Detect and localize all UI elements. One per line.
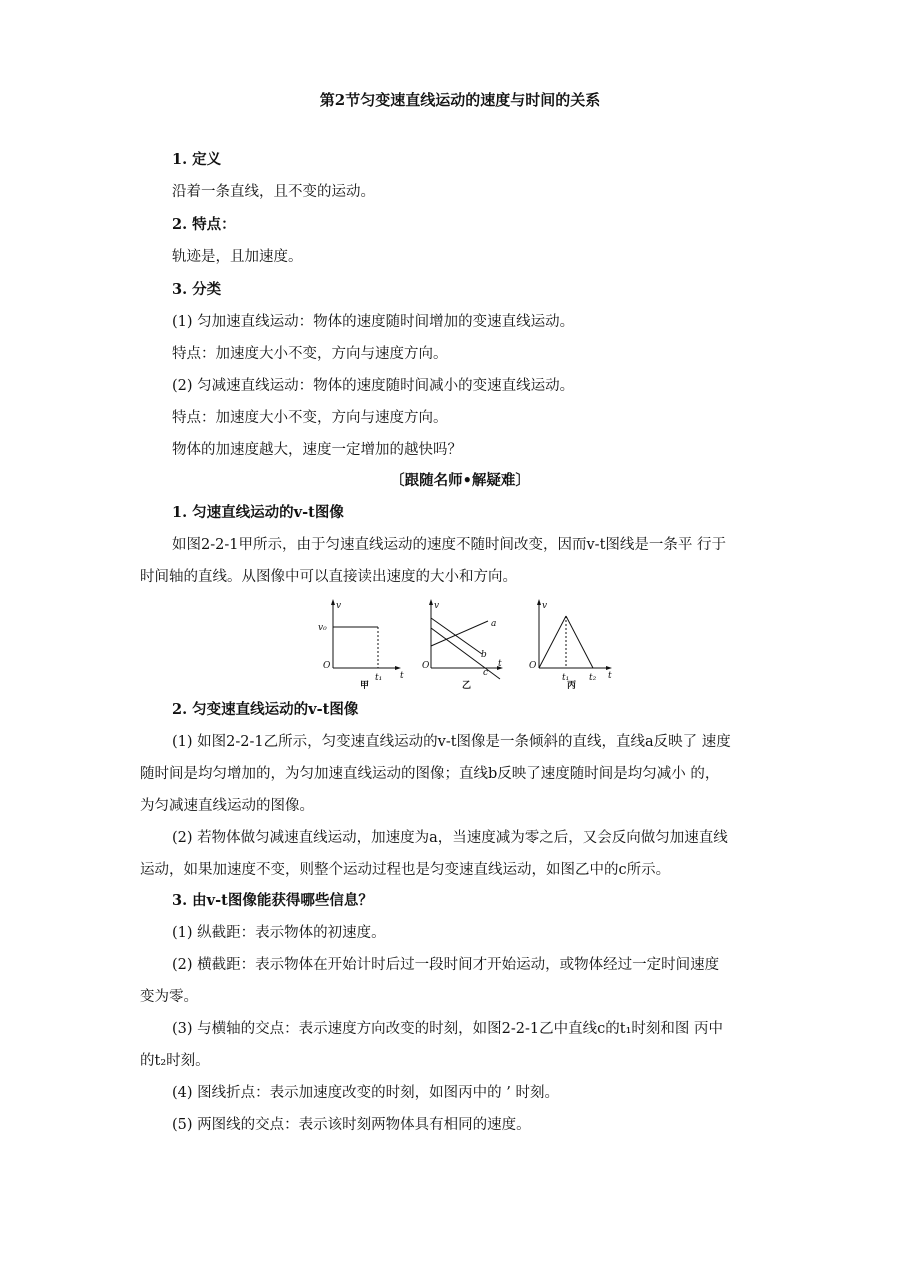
g1-t-arrow (395, 666, 401, 670)
question-text: 物体的加速度越大，速度一定增加的越快吗？ (172, 442, 462, 458)
g2-t-label: t (498, 659, 502, 669)
g2-b-label: b (481, 650, 487, 660)
features-text: 轨迹是，且加速度。 (172, 249, 303, 265)
class-item-1-feature: 特点：加速度大小不变，方向与速度方向。 (172, 346, 448, 362)
heading-uniform-vt: 1. 匀速直线运动的v-t图像 (172, 504, 344, 521)
variable-vt-p1-line1: (1) 如图2-2-1乙所示，匀变速直线运动的v-t图像是一条倾斜的直线，直线a反映了 速度 (172, 734, 731, 750)
vt-info-item-3-line2: 的t₂时刻。 (140, 1053, 210, 1069)
figure-2-2-1 (310, 596, 620, 692)
g3-t2-label: t₂ (589, 673, 597, 683)
g1-v0-label: v₀ (318, 623, 327, 633)
heading-features: 2. 特点： (172, 216, 236, 233)
variable-vt-p1-line3: 为匀减速直线运动的图像。 (140, 798, 314, 814)
g1-v-arrow (331, 599, 335, 605)
g1-t1-label: t₁ (375, 673, 383, 683)
heading-variable-vt: 2. 匀变速直线运动的v-t图像 (172, 701, 359, 718)
section-label: 〔跟随名师•解疑难〕 (390, 472, 530, 489)
g2-line-a (431, 621, 488, 646)
uniform-vt-line-1: 如图2-2-1甲所示，由于匀速直线运动的速度不随时间改变，因而v-t图线是一条平 行于 (172, 537, 726, 553)
variable-vt-p1-line2: 随时间是均匀增加的，为匀加速直线运动的图像；直线b反映了速度随时间是均匀减小 的， (140, 766, 720, 782)
heading-classification: 3. 分类 (172, 281, 222, 298)
g2-line-c (431, 628, 500, 679)
class-item-2: (2) 匀减速直线运动：物体的速度随时间减小的变速直线运动。 (172, 378, 575, 394)
heading-vt-info: 3. 由v-t图像能获得哪些信息？ (172, 892, 373, 909)
g3-caption: 丙 (567, 681, 577, 691)
g3-t1-label: t₁ (562, 673, 570, 683)
variable-vt-p2-line1: (2) 若物体做匀减速直线运动，加速度为a，当速度减为零之后，又会反向做匀加速直线 (172, 830, 728, 846)
g2-v-label: v (434, 601, 440, 611)
class-item-1: (1) 匀加速直线运动：物体的速度随时间增加的变速直线运动。 (172, 314, 575, 330)
g1-origin-label: O (323, 661, 331, 671)
g1-caption: 甲 (360, 681, 370, 691)
variable-vt-p2-line2: 运动，如果加速度不变，则整个运动过程也是匀变速直线运动，如图乙中的c所示。 (140, 862, 671, 878)
g3-fall (566, 616, 593, 668)
g2-caption: 乙 (462, 681, 472, 691)
g1-v-label: v (336, 601, 342, 611)
g3-v-label: v (542, 601, 548, 611)
g1-t-label: t (400, 671, 404, 681)
g3-origin-label: O (529, 661, 537, 671)
g2-line-b (431, 618, 482, 654)
uniform-vt-line-2: 时间轴的直线。从图像中可以直接读出速度的大小和方向。 (140, 569, 517, 585)
definition-text: 沿着一条直线，且不变的运动。 (172, 184, 375, 200)
vt-info-item-2-line2: 变为零。 (140, 989, 198, 1005)
g2-c-label: c (483, 668, 489, 678)
g3-rise (539, 616, 566, 668)
g2-origin-label: O (422, 661, 430, 671)
vt-info-item-2-line1: (2) 横截距：表示物体在开始计时后过一段时间才开始运动，或物体经过一定时间速度 (172, 957, 720, 973)
g3-v-arrow (537, 599, 541, 605)
heading-definition: 1. 定义 (172, 151, 222, 168)
vt-info-item-4: (4) 图线折点：表示加速度改变的时刻，如图丙中的 ’ 时刻。 (172, 1085, 559, 1101)
class-item-2-feature: 特点：加速度大小不变，方向与速度方向。 (172, 410, 448, 426)
g2-v-arrow (429, 599, 433, 605)
vt-info-item-3-line1: (3) 与横轴的交点：表示速度方向改变的时刻，如图2-2-1乙中直线c的t₁时刻和图 丙中 (172, 1021, 723, 1037)
vt-info-item-5: (5) 两图线的交点：表示该时刻两物体具有相同的速度。 (172, 1117, 531, 1133)
g2-a-label: a (491, 619, 497, 629)
vt-info-item-1: (1) 纵截距：表示物体的初速度。 (172, 925, 386, 941)
page-title: 第2节匀变速直线运动的速度与时间的关系 (319, 91, 601, 109)
g3-t-label: t (608, 671, 612, 681)
g3-t-arrow (606, 666, 612, 670)
